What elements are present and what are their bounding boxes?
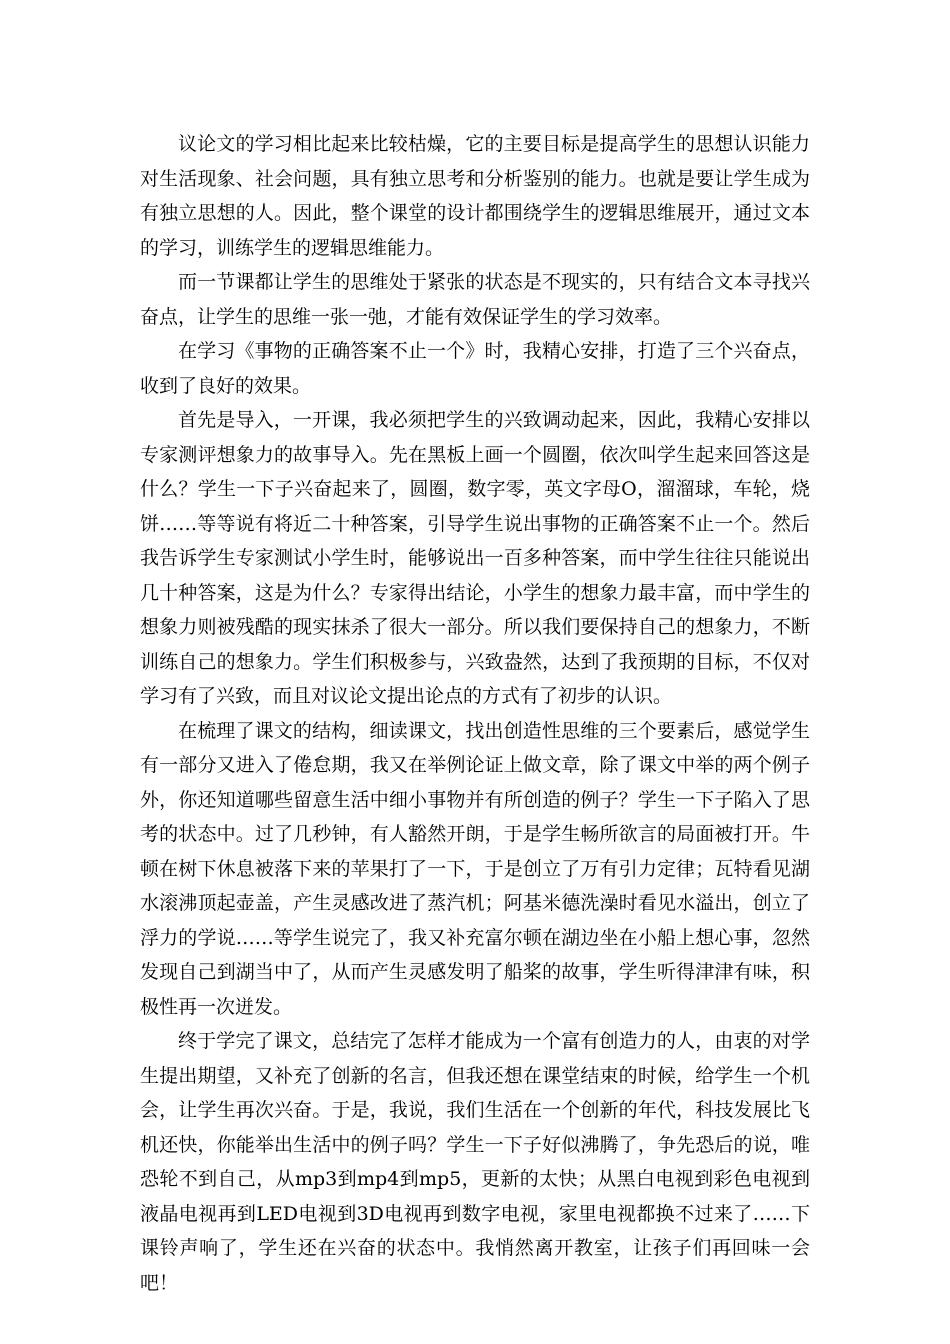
- document-body: [140, 127, 810, 1300]
- paragraph-conclusion-activity: 终于学完了课文，总结完了怎样才能成为一个富有创造力的人，由衷的对学生提出期望，又补充了创新的名言，但我还想在课堂结束的时候，给学生一个机会，让学生再次兴奋。于是，我说，我们生活在一个创新的年代，科技发展比飞机还快，你能举出生活中的例子吗？学生一下子好似沸腾了，争先恐后的说，唯恐轮不到自己，从mp3到mp4到mp5，更新的太快；从黑白电视到彩色电视到液晶电视再到LED电视到3D电视再到数字电视，家里电视都换不过来了……下课铃声响了，学生还在兴奋的状态中。我悄然离开教室，让孩子们再回味一会吧！: [140, 1030, 810, 1294]
- paragraph-excitement-points: 而一节课都让学生的思维处于紧张的状态是不现实的，只有结合文本寻找兴奋点，让学生的思维一张一弛，才能有效保证学生的学习效率。: [140, 271, 810, 328]
- paragraph-lesson-overview: 在学习《事物的正确答案不止一个》时，我精心安排，打造了三个兴奋点，收到了良好的效果。: [140, 340, 810, 397]
- paragraph-examples-activity: 在梳理了课文的结构，细读课文，找出创造性思维的三个要素后，感觉学生有一部分又进入了倦怠期，我又在举例论证上做文章，除了课文中举的两个例子外，你还知道哪些留意生活中细小事物并有所创造的例子？学生一下子陷入了思考的状态中。过了几秒钟，有人豁然开朗，于是学生畅所欲言的局面被打开。牛顿在树下休息被落下来的苹果打了一下，于是创立了万有引力定律；瓦特看见湖水滚沸顶起壶盖，产生灵感改进了蒸汽机；阿基米德洗澡时看见水溢出，创立了浮力的学说……等学生说完了，我又补充富尔顿在湖边坐在小船上想心事，忽然发现自己到湖当中了，从而产生灵感发明了船桨的故事，学生听得津津有味，积极性再一次迸发。: [140, 719, 810, 1018]
- paragraph-intro: 议论文的学习相比起来比较枯燥，它的主要目标是提高学生的思想认识能力对生活现象、社会问题，具有独立思考和分析鉴别的能力。也就是要让学生成为有独立思想的人。因此，整个课堂的设计都围绕学生的逻辑思维展开，通过文本的学习，训练学生的逻辑思维能力。: [140, 133, 810, 259]
- paragraph-introduction-activity: 首先是导入，一开课，我必须把学生的兴致调动起来，因此，我精心安排以专家测评想象力的故事导入。先在黑板上画一个圆圈，依次叫学生起来回答这是什么？学生一下子兴奋起来了，圆圈，数字零，英文字母O，溜溜球，车轮，烧饼……等等说有将近二十种答案，引导学生说出事物的正确答案不止一个。然后我告诉学生专家测试小学生时，能够说出一百多种答案，而中学生往往只能说出几十种答案，这是为什么？专家得出结论，小学生的想象力最丰富，而中学生的想象力则被残酷的现实抹杀了很大一部分。所以我们要保持自己的想象力，不断训练自己的想象力。学生们积极参与，兴致盎然，达到了我预期的目标，不仅对学习有了兴致，而且对议论文提出论点的方式有了初步的认识。: [140, 409, 810, 707]
